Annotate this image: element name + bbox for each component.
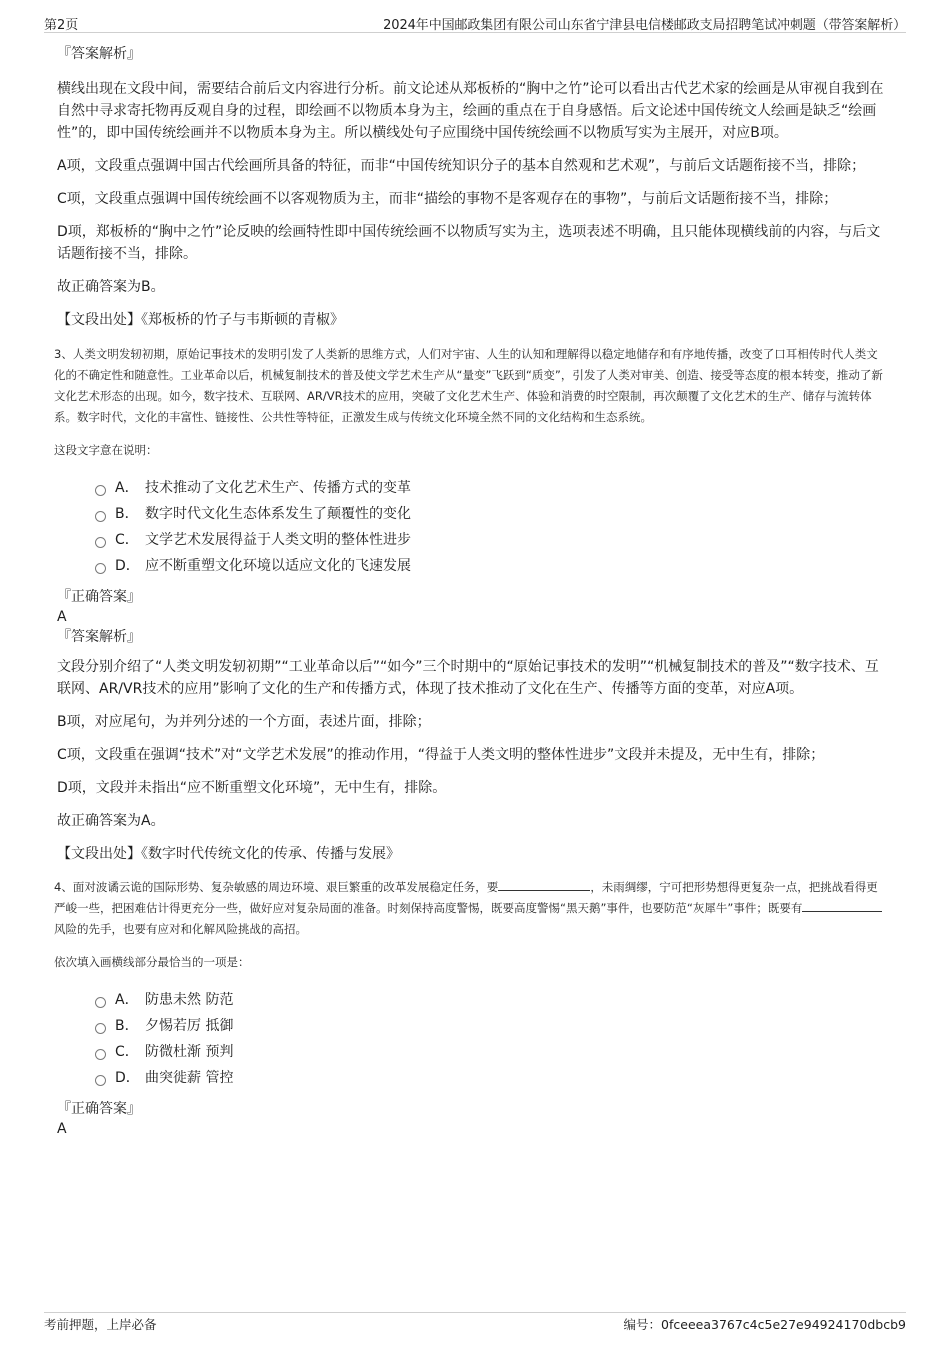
correct-answer-value: A [57, 1121, 67, 1137]
option-list [95, 475, 887, 579]
fill-blank [498, 878, 590, 891]
radio-button-icon[interactable] [95, 563, 106, 574]
radio-button-icon[interactable] [95, 537, 106, 548]
option-c[interactable] [95, 1039, 887, 1065]
source-citation: 【文段出处】《数字时代传统文化的传承、传播与发展》 [57, 846, 400, 862]
option-text: 应不断重塑文化环境以适应文化的飞速发展 [145, 558, 411, 574]
option-b[interactable] [95, 501, 887, 527]
page-header [44, 14, 906, 33]
radio-button-icon[interactable] [95, 485, 106, 496]
stem-text: 风险的先手，也要有应对和化解风险挑战的高招。 [54, 922, 307, 936]
option-letter: B． [115, 506, 139, 522]
source-citation: 【文段出处】《郑板桥的竹子与韦斯顿的青椒》 [57, 312, 344, 328]
option-a[interactable] [95, 475, 887, 501]
option-text: 防微杜渐 预判 [145, 1044, 234, 1060]
radio-button-icon[interactable] [95, 1023, 106, 1034]
analysis-paragraph: A项，文段重点强调中国古代绘画所具备的特征，而非“中国传统知识分子的基本自然观和艺术观”，与前后文话题衔接不当，排除； [57, 158, 866, 174]
page-number: 第2页 [44, 18, 79, 33]
option-a[interactable] [95, 987, 887, 1013]
document-id: 编号：0fceeea3767c4c5e27e94924170dbcb9 [623, 1317, 906, 1332]
stem-text: 4、面对波谲云诡的国际形势、复杂敏感的周边环境、艰巨繁重的改革发展稳定任务，要 [54, 880, 499, 894]
option-d[interactable] [95, 1065, 887, 1091]
answer-analysis-label: 『答案解析』 [57, 46, 141, 62]
fill-blank [802, 899, 882, 912]
page-footer [44, 1312, 906, 1333]
option-letter: A． [115, 992, 139, 1008]
correct-answer-statement: 故正确答案为B。 [57, 279, 165, 295]
document-title: 2024年中国邮政集团有限公司山东省宁津县电信楼邮政支局招聘笔试冲刺题（带答案解析） [383, 18, 906, 33]
option-text: 数字时代文化生态体系发生了颠覆性的变化 [145, 506, 411, 522]
analysis-paragraph: C项，文段重点强调中国传统绘画不以客观物质为主，而非“描绘的事物不是客观存在的事物”，与前后文话题衔接不当，排除； [57, 191, 838, 207]
stem-text: ，未雨绸缪，宁可把形势想得更复杂一点，把挑战看得更严峻一些，把困难估计得更充分一些，做好应对复杂局面的准备。时刻保持高度警惕，既要高度警惕“黑天鹅”事件，也要防范“灰犀牛”事件；既要有 [54, 880, 878, 915]
question-stem: 3、人类文明发轫初期，原始记事技术的发明引发了人类新的思维方式，人们对宇宙、人生的认知和理解得以稳定地储存和有序地传播，改变了口耳相传时代人类文化的不确定性和随意性。工业革命以后，机械复制技术的普及使文学艺术生产从“量变”飞跃到“质变”，引发了人类对审美、创造、接受等态度的根本转变，推动了新文化艺术形态的出现。如今，数字技术、互联网、AR/VR技术的应用，突破了文化艺术生产、体验和消费的时空限制，再次颠覆了文化艺术的生产、储存与流转体系。数字时代，文化的丰富性、链接性、公共性等特征，正激发生成与传统文化环境全然不同的文化结构和生态系统。 [54, 347, 883, 424]
option-text: 文学艺术发展得益于人类文明的整体性进步 [145, 532, 411, 548]
option-text: 曲突徙薪 管控 [145, 1070, 234, 1086]
option-letter: D． [115, 558, 140, 574]
option-list [95, 987, 887, 1091]
document-body [54, 44, 887, 1139]
correct-answer-value: A [57, 609, 67, 625]
radio-button-icon[interactable] [95, 997, 106, 1008]
correct-answer-label: 『正确答案』 [57, 1101, 141, 1117]
analysis-paragraph: C项，文段重在强调“技术”对“文学艺术发展”的推动作用，“得益于人类文明的整体性进步”文段并未提及，无中生有，排除； [57, 747, 825, 763]
option-letter: A． [115, 480, 139, 496]
question-prompt: 依次填入画横线部分最恰当的一项是： [54, 955, 250, 969]
analysis-paragraph: 文段分别介绍了“人类文明发轫初期”“工业革命以后”“如今”三个时期中的“原始记事技术的发明”“机械复制技术的普及”“数字技术、互联网、AR/VR技术的应用”影响了文化的生产和传播方式，体现了技术推动了文化在生产、传播等方面的变革，对应A项。 [57, 659, 879, 697]
analysis-paragraph: B项，对应尾句，为并列分述的一个方面，表述片面，排除； [57, 714, 431, 730]
option-letter: C． [115, 532, 139, 548]
option-letter: D． [115, 1070, 140, 1086]
option-letter: B． [115, 1018, 139, 1034]
question-prompt: 这段文字意在说明： [54, 443, 158, 457]
answer-analysis-label: 『答案解析』 [57, 629, 141, 645]
option-text: 防患未然 防范 [145, 992, 234, 1008]
radio-button-icon[interactable] [95, 511, 106, 522]
option-d[interactable] [95, 553, 887, 579]
radio-button-icon[interactable] [95, 1049, 106, 1060]
correct-answer-label: 『正确答案』 [57, 589, 141, 605]
radio-button-icon[interactable] [95, 1075, 106, 1086]
option-text: 夕惕若厉 抵御 [145, 1018, 234, 1034]
analysis-paragraph: 横线出现在文段中间，需要结合前后文内容进行分析。前文论述从郑板桥的“胸中之竹”论可以看出古代艺术家的绘画是从审视自我到在自然中寻求寄托物再反观自身的过程，即绘画不以物质本身为主，绘画的重点在于自身感悟。后文论述中国传统文人绘画是缺乏“绘画性”的，即中国传统绘画并不以物质本身为主。所以横线处句子应围绕中国传统绘画不以物质写实为主展开，对应B项。 [57, 81, 884, 141]
footer-slogan: 考前押题，上岸必备 [44, 1317, 157, 1332]
option-c[interactable] [95, 527, 887, 553]
option-letter: C． [115, 1044, 139, 1060]
option-text: 技术推动了文化艺术生产、传播方式的变革 [145, 480, 411, 496]
analysis-paragraph: D项，郑板桥的“胸中之竹”论反映的绘画特性即中国传统绘画不以物质写实为主，选项表述不明确，且只能体现横线前的内容，与后文话题衔接不当，排除。 [57, 224, 881, 262]
option-b[interactable] [95, 1013, 887, 1039]
question-stem [54, 877, 887, 940]
analysis-paragraph: D项，文段并未指出“应不断重塑文化环境”，无中生有，排除。 [57, 780, 447, 796]
correct-answer-statement: 故正确答案为A。 [57, 813, 165, 829]
